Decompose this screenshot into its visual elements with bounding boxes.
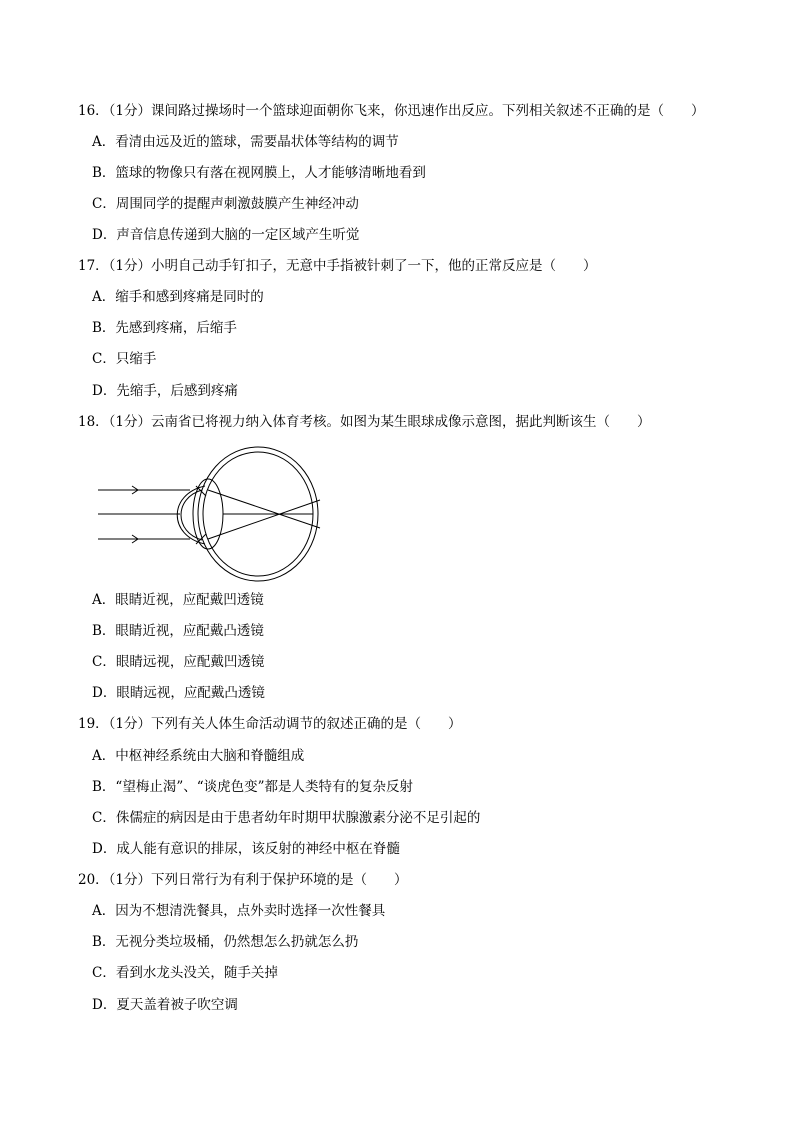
question-20-option-c: C．看到水龙头没关，随手关掉 — [92, 965, 278, 981]
question-20-option-a: A．因为不想清洗餐具，点外卖时选择一次性餐具 — [92, 903, 386, 919]
question-19-option-d: D．成人能有意识的排尿，该反射的神经中枢在脊髓 — [92, 841, 400, 857]
question-18-option-c: C．眼睛远视，应配戴凹透镜 — [92, 654, 265, 670]
question-17-option-b: B．先感到疼痛，后缩手 — [92, 320, 237, 336]
question-20-option-d: D．夏天盖着被子吹空调 — [92, 997, 238, 1013]
eyeball-diagram — [98, 444, 338, 584]
question-18-prompt: 18．（1分）云南省已将视力纳入体育考核。如图为某生眼球成像示意图，据此判断该生（ ） — [78, 414, 651, 430]
question-16-option-b: B．篮球的物像只有落在视网膜上，人才能够清晰地看到 — [92, 165, 426, 181]
question-18-option-b: B．眼睛近视，应配戴凸透镜 — [92, 623, 264, 639]
question-17-option-d: D．先缩手，后感到疼痛 — [92, 383, 238, 399]
refracted-ray-top — [208, 490, 320, 528]
question-17-option-a: A．缩手和感到疼痛是同时的 — [92, 289, 264, 305]
question-20-option-b: B．无视分类垃圾桶，仍然想怎么扔就怎么扔 — [92, 934, 359, 950]
refracted-ray-bottom — [208, 500, 320, 539]
question-17-option-c: C．只缩手 — [92, 351, 157, 367]
question-18-option-d: D．眼睛远视，应配戴凸透镜 — [92, 685, 265, 701]
question-16-prompt: 16．（1分）课间路过操场时一个篮球迎面朝你飞来，你迅速作出反应。下列相关叙述不正确的是（ ） — [78, 103, 705, 119]
question-16-option-a: A．看清由远及近的篮球，需要晶状体等结构的调节 — [92, 134, 399, 150]
question-19-option-a: A．中枢神经系统由大脑和脊髓组成 — [92, 748, 305, 764]
question-19-option-b: B．“望梅止渴”、“谈虎色变”都是人类特有的复杂反射 — [92, 779, 414, 795]
question-17-prompt: 17．（1分）小明自己动手钉扣子，无意中手指被针刺了一下，他的正常反应是（ ） — [78, 258, 597, 274]
question-20-prompt: 20．（1分）下列日常行为有利于保护环境的是（ ） — [78, 872, 408, 888]
question-18-option-a: A．眼睛近视，应配戴凹透镜 — [92, 592, 264, 608]
question-19-option-c: C．侏儒症的病因是由于患者幼年时期甲状腺激素分泌不足引起的 — [92, 810, 481, 826]
question-19-prompt: 19．（1分）下列有关人体生命活动调节的叙述正确的是（ ） — [78, 716, 462, 732]
question-16-option-d: D．声音信息传递到大脑的一定区域产生听觉 — [92, 227, 360, 243]
question-16-option-c: C．周围同学的提醒声刺激鼓膜产生神经冲动 — [92, 196, 359, 212]
